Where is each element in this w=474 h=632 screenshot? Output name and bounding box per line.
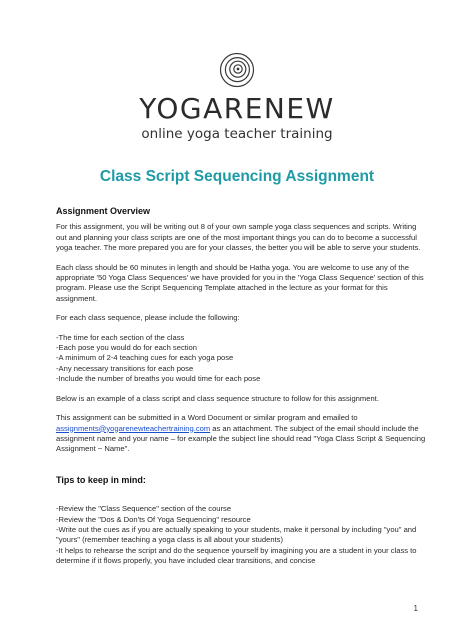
tips-heading: Tips to keep in mind: [56,474,146,485]
overview-paragraph-3: For each class sequence, please include the following: [56,313,240,323]
list-item: -The time for each section of the class [56,332,185,342]
logo [0,52,474,88]
submission-text-start: This assignment can be submitted in a Word Document or similar program and emailed to [56,413,358,423]
concentric-circles-logo-icon [219,52,255,88]
list-item: -Each pose you would do for each section [56,343,197,353]
list-item: -It helps to rehearse the script and do the sequence yourself by imagining you are a student in your class to determine if it flows properly, you have included clear transitions, and concise [56,545,417,566]
list-item: -Include the number of breaths you would time for each pose [56,374,261,384]
submission-text-end: as an attachment. The subject of the email should include the assignment name and your name – for example the subject line should read "Yoga Class Script & Sequencing Assignment ~ Name". [56,423,426,454]
requirements-list [56,333,426,385]
document-title: Class Script Sequencing Assignment [99,168,375,185]
brand-tagline: online yoga teacher training [141,126,333,142]
submission-paragraph [56,413,426,455]
document-body [56,206,426,576]
list-item: -A minimum of 2-4 teaching cues for each yoga pose [56,353,234,363]
list-item: -Any necessary transitions for each pose [56,363,194,373]
overview-heading: Assignment Overview [56,206,151,216]
list-item: -Review the "Dos & Don'ts Of Yoga Sequencing" resource [56,514,251,524]
overview-paragraph-4: Below is an example of a class script and class sequence structure to follow for this assignment. [56,393,379,403]
list-item: -Write out the cues as if you are actually speaking to your students, make it personal by including "you" and "yours" (remember teaching a yoga class is all about your students) [56,524,417,545]
tips-list [56,504,426,566]
list-item: -Review the "Class Sequence" section of the course [56,504,232,514]
assignment-email-link[interactable]: assignments@yogarenewteachertraining.com [56,423,211,433]
brand-name: YOGARENEW [139,92,335,125]
page-number: 1 [413,604,418,613]
overview-paragraph-2: Each class should be 60 minutes in length and should be Hatha yoga. You are welcome to use any of the appropriate '50 Yoga Class Sequences' we have provided for you in the 'Yoga Class Sequence' section of this program. Please use the Script Sequencing Template attached in the lecture as your format for this assignment. [56,262,424,303]
overview-paragraph-1: For this assignment, you will be writing out 8 of your own sample yoga class sequences and scripts. Writing out and planning your class scripts are one of the most important things you can do to become a successful yoga teacher. The more prepared you are for your classes, the better you will be able to serve your students. [56,222,421,253]
